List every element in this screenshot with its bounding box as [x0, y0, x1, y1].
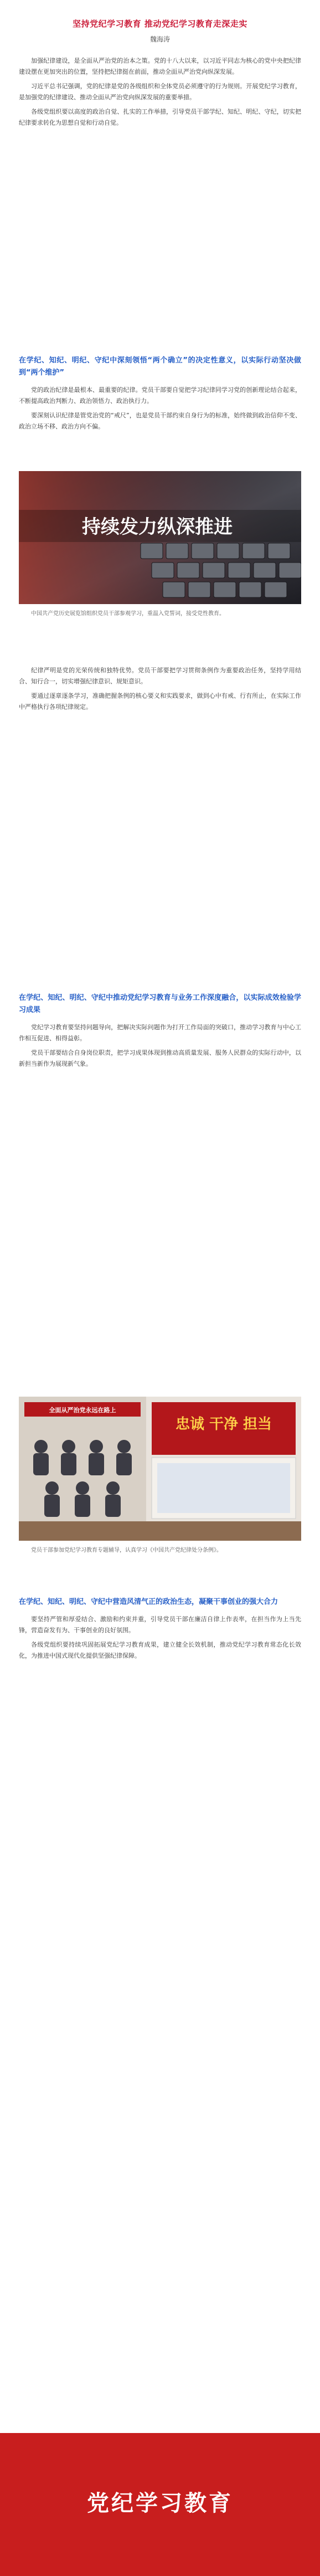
- paragraph: 党的政治纪律是最根本、最重要的纪律。党员干部要自觉把学习纪律同学习党的创新理论结合起来，不断提高政治判断力、政治领悟力、政治执行力。: [19, 386, 301, 405]
- section-2: [19, 665, 301, 716]
- intro-section: [19, 55, 301, 132]
- photo2-sign: 全面从严治党永远在路上: [49, 1407, 116, 1414]
- paragraph: 党员干部要结合自身岗位职责，把学习成果体现到推动高质量发展、服务人民群众的实际行动中，以新担当新作为展现新气象。: [19, 1049, 301, 1067]
- photo1-caption: 中国共产党历史展览馆组织党员干部参观学习，重温入党誓词，接受党性教育。: [31, 611, 225, 617]
- photo-meeting-graphic: [19, 1397, 301, 1541]
- photo-meeting: [19, 1397, 301, 1541]
- article-author: 魏海涛: [149, 35, 170, 43]
- paragraph: 习近平总书记强调，党的纪律是党的各级组织和全体党员必须遵守的行为规则。开展党纪学习教育，是加强党的纪律建设、推动全面从严治党向纵深发展的重要举措。: [19, 83, 301, 101]
- footer-banner: [0, 2433, 320, 2576]
- paragraph: 要坚持严管和厚爱结合、激励和约束并重，引导党员干部在廉洁自律上作表率，在担当作为上当先锋，营造奋发有为、干事创业的良好氛围。: [19, 1616, 301, 1634]
- article-title: 坚持党纪学习教育 推动党纪学习教育走深走实: [73, 19, 247, 29]
- footer-brand: 党纪学习教育: [87, 2490, 233, 2516]
- section-4: [19, 1596, 301, 1665]
- photo2-caption: 党员干部参加党纪学习教育专题辅导，认真学习《中国共产党纪律处分条例》。: [31, 1547, 222, 1553]
- paragraph: 各级党组织要以高度的政治自觉、扎实的工作举措，引导党员干部学纪、知纪、明纪、守纪，切实把纪律要求转化为思想自觉和行动自觉。: [19, 108, 301, 126]
- photo1-headline: 持续发力纵深推进: [82, 516, 233, 538]
- paragraph: 党纪学习教育要坚持问题导向，把解决实际问题作为打开工作局面的突破口，推动学习教育与中心工作相互促进、相得益彰。: [19, 1024, 301, 1042]
- paragraph: 要深刻认识纪律是管党治党的“戒尺”，也是党员干部约束自身行为的标准，始终做到政治信仰不变、政治立场不移、政治方向不偏。: [19, 412, 301, 430]
- section-3: [19, 992, 301, 1073]
- section-1: [19, 355, 301, 436]
- photo-keyboard-graphic: [19, 471, 301, 604]
- paragraph: 纪律严明是党的光荣传统和独特优势。党员干部要把学习贯彻条例作为重要政治任务，坚持学用结合、知行合一，切实增强纪律意识、规矩意识。: [19, 667, 301, 685]
- paragraph: 各级党组织要持续巩固拓展党纪学习教育成果，建立健全长效机制，推动党纪学习教育常态化长效化，为推进中国式现代化提供坚强纪律保障。: [19, 1641, 301, 1659]
- paragraph: 要通过逐章逐条学习，准确把握条例的核心要义和实践要求，做到心中有戒、行有所止，在实际工作中严格执行各项纪律规定。: [19, 692, 301, 711]
- paragraph: 加强纪律建设，是全面从严治党的治本之策。党的十八大以来，以习近平同志为核心的党中央把纪律建设摆在更加突出的位置，坚持把纪律挺在前面，推动全面从严治党向纵深发展。: [19, 57, 301, 75]
- photo2-banner: 忠诚 干净 担当: [175, 1416, 272, 1433]
- section-heading: 在学纪、知纪、明纪、守纪中深刻领悟“两个确立”的决定性意义，以实际行动坚决做到“两个维护”: [19, 356, 301, 377]
- section-heading: 在学纪、知纪、明纪、守纪中推动党纪学习教育与业务工作深度融合，以实际成效检验学习成果: [19, 994, 301, 1014]
- section-heading: 在学纪、知纪、明纪、守纪中营造风清气正的政治生态，凝聚干事创业的强大合力: [19, 1598, 278, 1606]
- photo-keyboard: [19, 471, 301, 604]
